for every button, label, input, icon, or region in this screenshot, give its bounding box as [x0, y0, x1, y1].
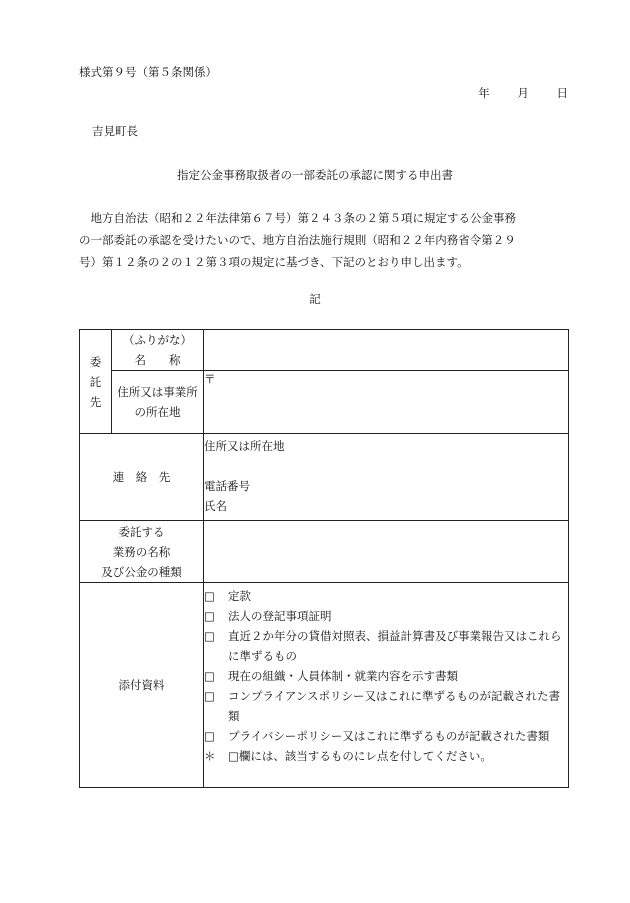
attachment-item: [204, 606, 568, 626]
furigana-label: （ふりがな）: [123, 333, 192, 347]
document-title: 指定公金事務取扱者の一部委託の承認に関する申出書: [177, 168, 453, 182]
contact-phone-label: 電話番号: [204, 479, 250, 493]
itaku-label: 委 託 先: [89, 354, 102, 409]
note-item: [204, 746, 568, 766]
application-table: [79, 329, 569, 788]
checkbox-icon[interactable]: □: [204, 629, 215, 643]
address-label-2: の所在地: [134, 405, 181, 419]
address-label-cell: [112, 371, 204, 434]
ki-heading: 記: [309, 292, 321, 306]
name-label-cell: [112, 330, 204, 371]
checkbox-icon[interactable]: □: [204, 729, 215, 743]
contact-label-cell: [80, 434, 204, 521]
checkbox-icon[interactable]: □: [204, 589, 215, 603]
attachment-item: [204, 626, 568, 666]
date-line: [454, 85, 568, 101]
attach-label-cell: [80, 583, 204, 788]
address-field[interactable]: [204, 371, 569, 434]
attachment-text: コンプライアンスポリシー又はこれに準ずるものが記載された書類: [228, 689, 561, 723]
attachment-text: 現在の組織・人員体制・就業内容を示す書類: [228, 669, 458, 683]
postal-mark: 〒: [204, 372, 216, 386]
attachment-text: プライバシーポリシー又はこれに準ずるものが記載された書類: [228, 729, 550, 743]
date-year: 年: [478, 86, 490, 100]
body-text: [79, 207, 564, 273]
attachment-item: [204, 586, 568, 606]
checkbox-icon[interactable]: □: [204, 689, 215, 703]
checkbox-icon[interactable]: □: [204, 609, 215, 623]
attachment-text: 直近２か年分の貸借対照表、損益計算書及び事業報告又はこれらに準ずるもの: [228, 629, 562, 663]
date-month: 月: [517, 86, 529, 100]
attach-label: 添付資料: [118, 678, 165, 692]
body-line: 号）第１２条の２の１２第３項の規定に基づき、下記のとおり申し出ます。: [79, 255, 469, 269]
task-label-1: 委託する: [118, 524, 165, 539]
contact-label: 連 絡 先: [112, 470, 171, 484]
attachment-item: [204, 726, 568, 746]
itaku-label-cell: [80, 330, 112, 434]
asterisk-icon: ＊: [204, 749, 216, 763]
attachments-cell: [204, 583, 569, 788]
address-label-1: 住所又は事業所: [117, 385, 198, 399]
attachment-text: 法人の登記事項証明: [228, 609, 332, 623]
name-field[interactable]: [204, 330, 569, 371]
contact-field[interactable]: [204, 434, 569, 521]
form-code: 様式第９号（第５条関係）: [79, 65, 217, 79]
task-label-cell: [80, 521, 204, 583]
attachment-item: [204, 666, 568, 686]
body-line: 地方自治法（昭和２２年法律第６７号）第２４３条の２第５項に規定する公金事務: [79, 211, 516, 225]
date-day: 日: [556, 86, 568, 100]
attachment-text: 定款: [228, 589, 251, 603]
body-line: の一部委託の承認を受けたいので、地方自治法施行規則（昭和２２年内務省令第２９: [79, 233, 516, 247]
attachment-item: [204, 686, 568, 726]
checkbox-icon[interactable]: □: [204, 669, 215, 683]
note-text: □欄には、該当するものにレ点を付してください。: [228, 749, 492, 763]
task-field[interactable]: [204, 521, 569, 583]
name-label: 名 称: [134, 353, 181, 367]
contact-name-label: 氏名: [204, 499, 227, 513]
contact-address-label: 住所又は所在地: [204, 439, 285, 453]
task-label-3: 及び公金の種類: [101, 564, 182, 579]
task-label-2: 業務の名称: [112, 544, 171, 559]
addressee: 吉見町長: [92, 124, 138, 138]
